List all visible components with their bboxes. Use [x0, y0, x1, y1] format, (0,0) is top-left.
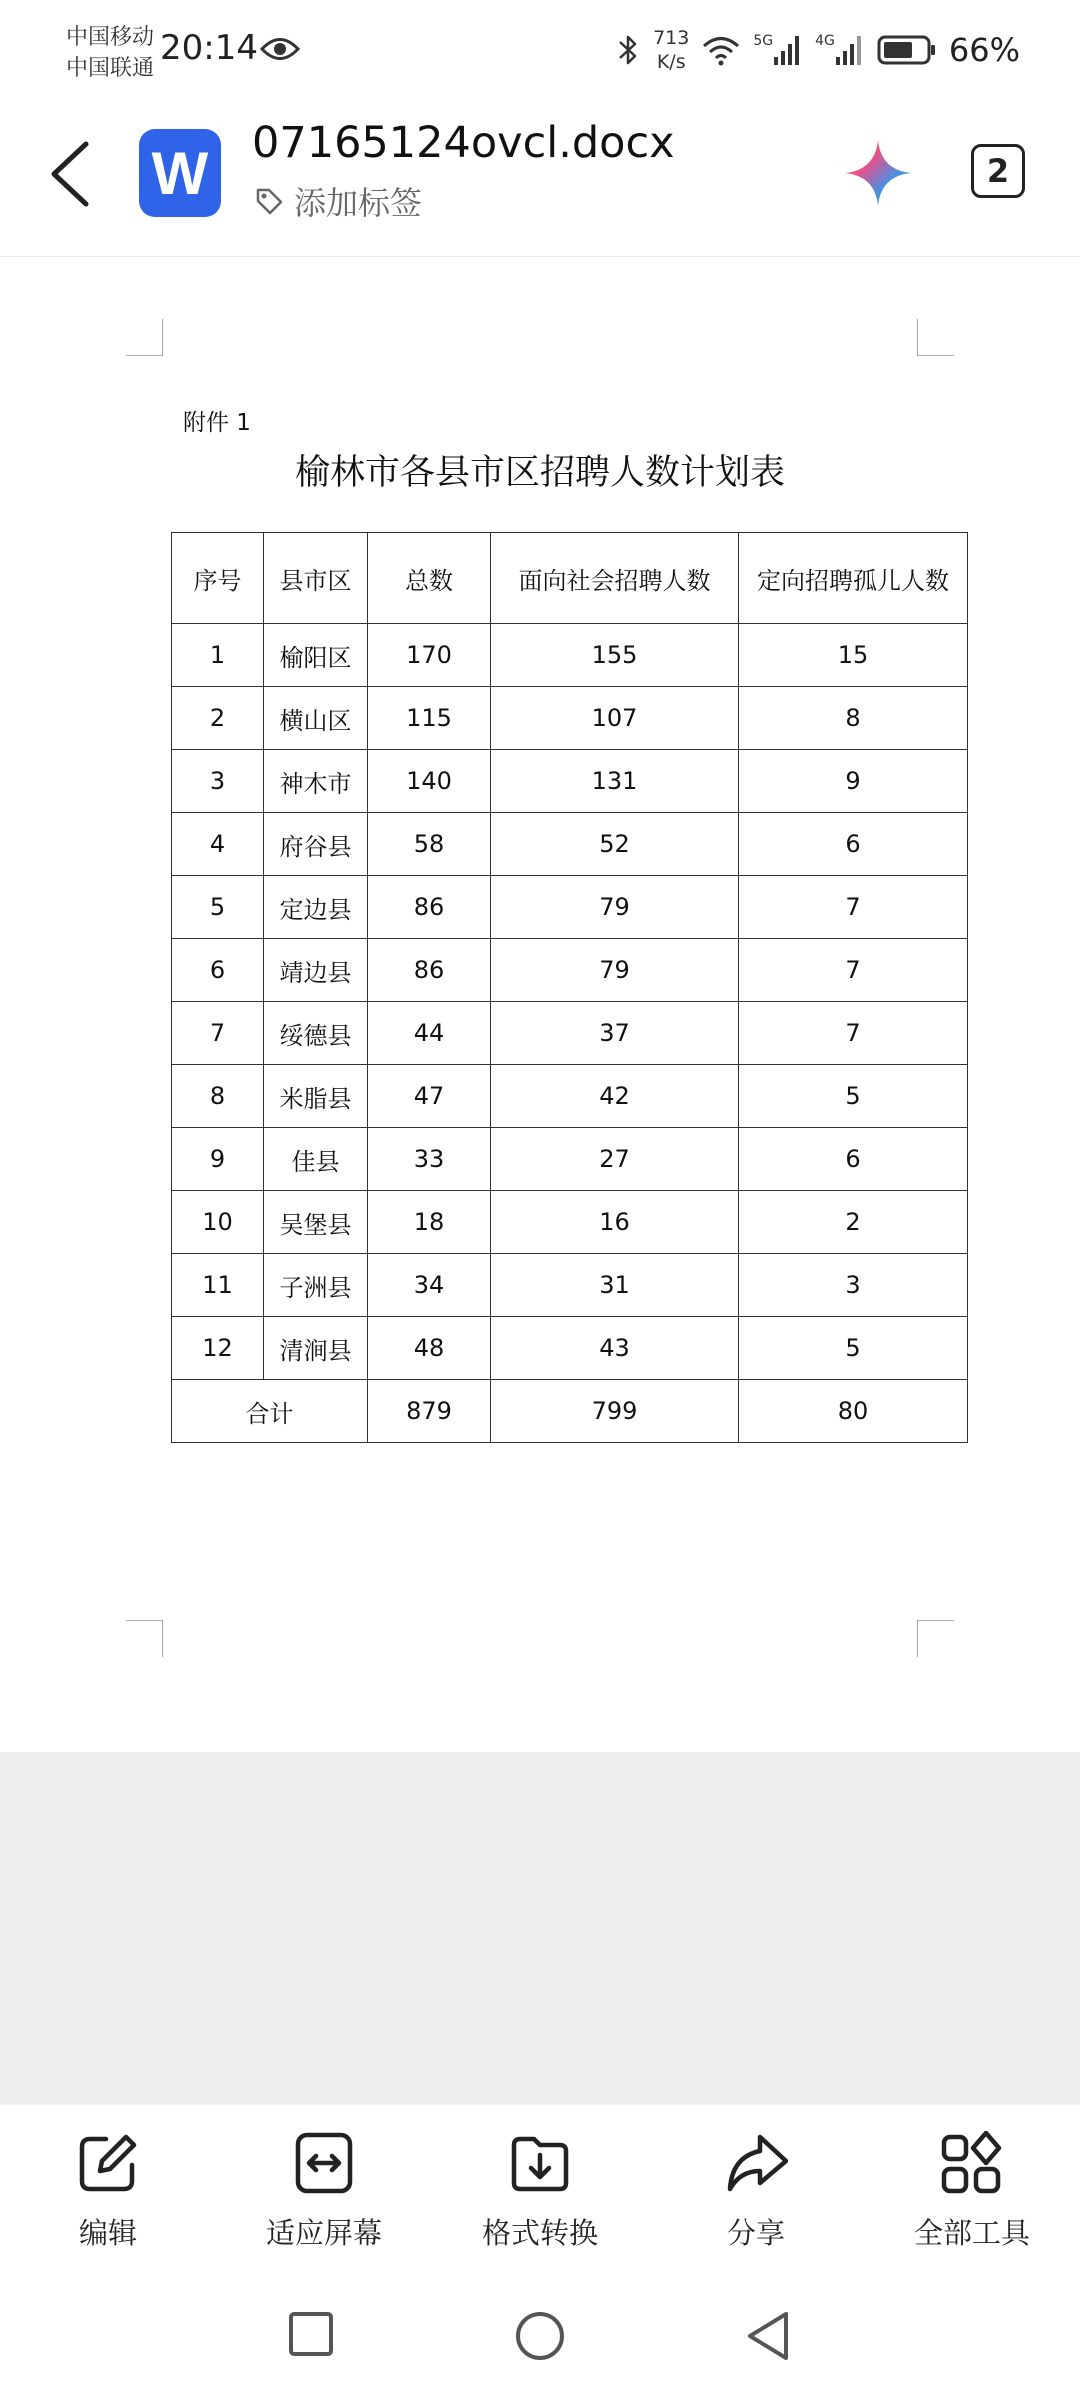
- table-cell: 定边县: [264, 876, 368, 939]
- recruitment-table: [171, 532, 968, 1443]
- carrier-2: 中国联通: [66, 56, 155, 81]
- table-cell: 9: [739, 750, 968, 813]
- total-cell: 799: [491, 1380, 739, 1443]
- crop-mark: [126, 319, 163, 356]
- table-cell: 7: [739, 876, 968, 939]
- table-cell: 米脂县: [264, 1065, 368, 1128]
- crop-mark: [917, 1620, 954, 1657]
- network-speed-value: 713: [653, 27, 690, 49]
- table-cell: 31: [491, 1254, 739, 1317]
- table-row: [172, 1254, 968, 1317]
- table-cell: 靖边县: [264, 939, 368, 1002]
- table-cell: 6: [739, 1128, 968, 1191]
- table-cell: 榆阳区: [264, 624, 368, 687]
- table-cell: 11: [172, 1254, 264, 1317]
- format-convert-label: 格式转换: [481, 2216, 598, 2250]
- status-bar: [0, 0, 1080, 100]
- document-background: [0, 1752, 1080, 2105]
- table-cell: 43: [491, 1317, 739, 1380]
- edit-label: 编辑: [78, 2216, 137, 2250]
- table-cell: 16: [491, 1191, 739, 1254]
- home-icon[interactable]: [514, 2310, 566, 2362]
- table-cell: 12: [172, 1317, 264, 1380]
- back-arrow-icon[interactable]: [44, 138, 94, 210]
- column-header: 总数: [368, 533, 491, 624]
- table-cell: 10: [172, 1191, 264, 1254]
- add-tag-button[interactable]: [254, 178, 422, 224]
- tab-count-button[interactable]: 2: [971, 144, 1025, 198]
- table-cell: 34: [368, 1254, 491, 1317]
- carrier-info: [66, 22, 154, 84]
- all-tools-button[interactable]: [864, 2105, 1080, 2280]
- table-cell: 58: [368, 813, 491, 876]
- table-cell: 吴堡县: [264, 1191, 368, 1254]
- back-nav-icon[interactable]: [744, 2310, 792, 2362]
- table-cell: 7: [739, 939, 968, 1002]
- crop-mark: [917, 319, 954, 356]
- table-cell: 18: [368, 1191, 491, 1254]
- total-cell: 879: [368, 1380, 491, 1443]
- table-cell: 7: [172, 1002, 264, 1065]
- table-header-row: [172, 533, 968, 624]
- table-cell: 2: [172, 687, 264, 750]
- clock: 20:14: [160, 28, 258, 68]
- status-icons: [615, 24, 1020, 76]
- table-row: [172, 687, 968, 750]
- network-speed: [653, 26, 689, 74]
- table-row: [172, 1191, 968, 1254]
- fit-screen-label: 适应屏幕: [265, 2216, 382, 2250]
- share-icon: [724, 2131, 788, 2195]
- table-cell: 79: [491, 939, 739, 1002]
- recent-apps-icon[interactable]: [287, 2310, 335, 2358]
- table-cell: 86: [368, 939, 491, 1002]
- table-cell: 155: [491, 624, 739, 687]
- total-label: 合计: [172, 1380, 368, 1443]
- table-body: [172, 624, 968, 1380]
- table-row: [172, 876, 968, 939]
- tag-icon: [254, 186, 284, 216]
- signal-bars-icon: [835, 33, 865, 67]
- bottom-toolbar: [0, 2105, 1080, 2280]
- table-cell: 107: [491, 687, 739, 750]
- table-cell: 131: [491, 750, 739, 813]
- ai-assistant-icon[interactable]: [843, 138, 913, 208]
- document-page[interactable]: [0, 257, 1080, 1752]
- format-convert-icon: [508, 2131, 572, 2195]
- wifi-icon: [701, 34, 741, 66]
- table-cell: 5: [172, 876, 264, 939]
- total-row: [172, 1380, 968, 1443]
- table-cell: 4: [172, 813, 264, 876]
- table-cell: 37: [491, 1002, 739, 1065]
- attachment-label: 附件 1: [183, 410, 251, 436]
- crop-mark: [126, 1620, 163, 1657]
- table-cell: 佳县: [264, 1128, 368, 1191]
- table-cell: 42: [491, 1065, 739, 1128]
- column-header: 面向社会招聘人数: [491, 533, 739, 624]
- document-title: 榆林市各县市区招聘人数计划表: [294, 453, 785, 493]
- signal-4g-label: 4G: [815, 33, 835, 49]
- app-header: [0, 100, 1080, 257]
- table-cell: 44: [368, 1002, 491, 1065]
- table-row: [172, 1128, 968, 1191]
- table-row: [172, 813, 968, 876]
- table-cell: 9: [172, 1128, 264, 1191]
- signal-5g: [753, 33, 803, 67]
- table-cell: 33: [368, 1128, 491, 1191]
- table-row: [172, 624, 968, 687]
- table-cell: 府谷县: [264, 813, 368, 876]
- table-cell: 横山区: [264, 687, 368, 750]
- signal-5g-label: 5G: [753, 33, 774, 49]
- table-cell: 86: [368, 876, 491, 939]
- signal-4g: [815, 33, 865, 67]
- edit-icon: [76, 2131, 140, 2195]
- column-header: 序号: [172, 533, 264, 624]
- table-cell: 48: [368, 1317, 491, 1380]
- add-tag-label: 添加标签: [294, 184, 423, 222]
- fit-screen-button[interactable]: [216, 2105, 432, 2280]
- table-cell: 170: [368, 624, 491, 687]
- system-nav-bar: [0, 2280, 1080, 2400]
- share-label: 分享: [726, 2216, 785, 2250]
- table-row: [172, 1065, 968, 1128]
- table-cell: 子洲县: [264, 1254, 368, 1317]
- table-cell: 6: [172, 939, 264, 1002]
- table-cell: 79: [491, 876, 739, 939]
- table-row: [172, 1317, 968, 1380]
- fit-screen-icon: [292, 2131, 356, 2195]
- signal-bars-icon: [773, 33, 803, 67]
- file-name[interactable]: 07165124ovcl.docx: [252, 118, 675, 168]
- table-cell: 5: [739, 1065, 968, 1128]
- table-row: [172, 939, 968, 1002]
- table-cell: 8: [172, 1065, 264, 1128]
- table-cell: 3: [739, 1254, 968, 1317]
- table-cell: 5: [739, 1317, 968, 1380]
- table-cell: 2: [739, 1191, 968, 1254]
- battery-icon: [877, 34, 937, 66]
- edit-button[interactable]: [0, 2105, 216, 2280]
- table-cell: 1: [172, 624, 264, 687]
- table-cell: 8: [739, 687, 968, 750]
- network-speed-unit: K/s: [656, 51, 686, 73]
- table-cell: 绥德县: [264, 1002, 368, 1065]
- all-tools-icon: [940, 2131, 1004, 2195]
- table-cell: 6: [739, 813, 968, 876]
- column-header: 定向招聘孤儿人数: [739, 533, 968, 624]
- table-cell: 7: [739, 1002, 968, 1065]
- table-cell: 神木市: [264, 750, 368, 813]
- column-header: 县市区: [264, 533, 368, 624]
- carrier-1: 中国移动: [66, 25, 155, 50]
- table-row: [172, 1002, 968, 1065]
- table-cell: 27: [491, 1128, 739, 1191]
- table-cell: 52: [491, 813, 739, 876]
- all-tools-label: 全部工具: [913, 2216, 1030, 2250]
- battery-percent: 66%: [948, 31, 1020, 69]
- table-cell: 15: [739, 624, 968, 687]
- table-cell: 3: [172, 750, 264, 813]
- share-button[interactable]: [648, 2105, 864, 2280]
- bluetooth-icon: [615, 32, 641, 68]
- table-cell: 140: [368, 750, 491, 813]
- wps-logo: W: [139, 129, 221, 217]
- table-cell: 47: [368, 1065, 491, 1128]
- table-cell: 115: [368, 687, 491, 750]
- format-convert-button[interactable]: [432, 2105, 648, 2280]
- total-cell: 80: [739, 1380, 968, 1443]
- eye-icon: [260, 36, 300, 62]
- table-row: [172, 750, 968, 813]
- table-cell: 清涧县: [264, 1317, 368, 1380]
